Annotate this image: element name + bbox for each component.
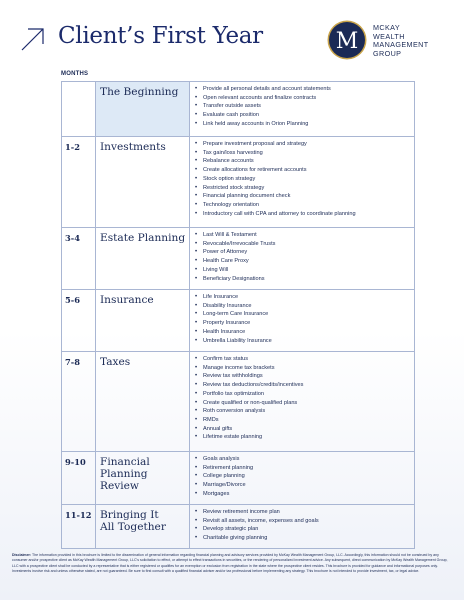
row-topic: Taxes bbox=[95, 352, 190, 451]
disclaimer-text: Disclaimer: The information provided in this brochure is limited to the dissemination of general information regarding financial planning and advisory services provided by McKay Wealth Management Group, LLC. Accordingly, this information should not be construed by any consumer and/or prospective client as McKay Wealth Management Group, LLC's solicitation to effect, or attempt to effect transactions in securities, or the rendering of personalized investment advice. Any subsequent, direct communication by McKay Wealth Management Group, LLC with a prospective client shall be conducted by a representative that is either registered or qualifies for an exemption or exclusion from registration in the state where the prospective client resides. This brochure is provided for guidance and informational purposes only. Investments involve risk and unless otherwise stated, are not guaranteed. Be sure to first consult with a qualified financial adviser and/or tax professional before implementing any strategy. This brochure is not intended to provide investment, tax, or legal advice. bbox=[12, 553, 448, 573]
list-item: • Revisit all assets, income, expenses and goals bbox=[195, 517, 414, 526]
company-logo bbox=[327, 20, 459, 60]
list-item: • Create allocations for retirement accounts bbox=[195, 166, 414, 175]
logo-letter: M bbox=[335, 29, 359, 54]
list-item: • Health Insurance bbox=[195, 328, 414, 337]
list-item: • Long-term Care Insurance bbox=[195, 310, 414, 319]
row-month: 3-4 bbox=[65, 233, 80, 243]
list-item: • Marriage/Divorce bbox=[195, 481, 414, 490]
list-item: • Power of Attorney bbox=[195, 248, 414, 257]
row-month: 11-12 bbox=[65, 510, 92, 520]
list-item: • Goals analysis bbox=[195, 455, 414, 464]
table-row bbox=[62, 351, 414, 451]
list-item: • Beneficiary Designations bbox=[195, 275, 414, 284]
list-item: • Portfolio tax optimization bbox=[195, 390, 414, 399]
row-month: 1-2 bbox=[65, 142, 80, 152]
row-tasks bbox=[190, 452, 414, 504]
list-item: • Living Will bbox=[195, 266, 414, 275]
list-item: • Tax gain/loss harvesting bbox=[195, 149, 414, 158]
row-tasks bbox=[190, 290, 414, 351]
list-item: • Create qualified or non-qualified plans bbox=[195, 399, 414, 408]
list-item: • Confirm tax status bbox=[195, 355, 414, 364]
list-item: • Health Care Proxy bbox=[195, 257, 414, 266]
row-tasks bbox=[190, 228, 414, 289]
list-item: • Review retirement income plan bbox=[195, 508, 414, 517]
table-row bbox=[62, 451, 414, 504]
list-item: • Stock option strategy bbox=[195, 175, 414, 184]
list-item: • Lifetime estate planning bbox=[195, 433, 414, 442]
list-item: • College planning bbox=[195, 472, 414, 481]
row-topic: Financial Planning Review bbox=[95, 452, 190, 504]
list-item: • Revocable/Irrevocable Trusts bbox=[195, 240, 414, 249]
row-topic: The Beginning bbox=[95, 82, 190, 136]
timeline-table bbox=[61, 81, 415, 549]
list-item: • Life Insurance bbox=[195, 293, 414, 302]
list-item: • Mortgages bbox=[195, 490, 414, 499]
row-tasks bbox=[190, 352, 414, 451]
list-item: • Provide all personal details and account statements bbox=[195, 85, 414, 94]
months-column-label: MONTHS bbox=[61, 71, 89, 77]
table-row bbox=[62, 289, 414, 351]
row-month bbox=[62, 82, 95, 136]
row-tasks bbox=[190, 137, 414, 227]
row-topic: Insurance bbox=[95, 290, 190, 351]
page-header bbox=[0, 0, 464, 70]
list-item: • Open relevant accounts and finalize contracts bbox=[195, 94, 414, 103]
list-item: • Last Will & Testament bbox=[195, 231, 414, 240]
list-item: • Review tax deductions/credits/incentives bbox=[195, 381, 414, 390]
row-month: 7-8 bbox=[65, 357, 80, 367]
row-tasks bbox=[190, 505, 414, 548]
list-item: • Transfer outside assets bbox=[195, 102, 414, 111]
list-item: • Review tax withholdings bbox=[195, 372, 414, 381]
list-item: • Introductory call with CPA and attorney to coordinate planning bbox=[195, 210, 414, 219]
list-item: • Manage income tax brackets bbox=[195, 364, 414, 373]
row-tasks bbox=[190, 82, 414, 136]
logo-wordmark: MCKAY WEALTH MANAGEMENT GROUP bbox=[373, 23, 429, 58]
row-topic: Bringing It All Together bbox=[95, 505, 190, 548]
table-row bbox=[62, 227, 414, 289]
list-item: • Link held away accounts in Orion Planning bbox=[195, 120, 414, 129]
row-topic: Investments bbox=[95, 137, 190, 227]
arrow-up-right-icon bbox=[20, 26, 46, 52]
row-topic: Estate Planning bbox=[95, 228, 190, 289]
list-item: • Restricted stock strategy bbox=[195, 184, 414, 193]
row-month: 5-6 bbox=[65, 295, 80, 305]
list-item: • Evaluate cash position bbox=[195, 111, 414, 120]
list-item: • Annual gifts bbox=[195, 425, 414, 434]
list-item: • Roth conversion analysis bbox=[195, 407, 414, 416]
list-item: • Property Insurance bbox=[195, 319, 414, 328]
list-item: • Charitable giving planning bbox=[195, 534, 414, 543]
list-item: • Rebalance accounts bbox=[195, 157, 414, 166]
list-item: • Technology orientation bbox=[195, 201, 414, 210]
list-item: • Disability Insurance bbox=[195, 302, 414, 311]
table-row bbox=[62, 136, 414, 227]
list-item: • Develop strategic plan bbox=[195, 525, 414, 534]
list-item: • Financial planning document check bbox=[195, 192, 414, 201]
row-month: 9-10 bbox=[65, 457, 86, 467]
list-item: • Umbrella Liability Insurance bbox=[195, 337, 414, 346]
logo-emblem-icon bbox=[327, 20, 367, 60]
list-item: • RMDs bbox=[195, 416, 414, 425]
list-item: • Prepare investment proposal and strategy bbox=[195, 140, 414, 149]
list-item: • Retirement planning bbox=[195, 464, 414, 473]
table-row bbox=[62, 504, 414, 548]
table-row bbox=[62, 82, 414, 136]
page-title: Client’s First Year bbox=[58, 23, 263, 49]
